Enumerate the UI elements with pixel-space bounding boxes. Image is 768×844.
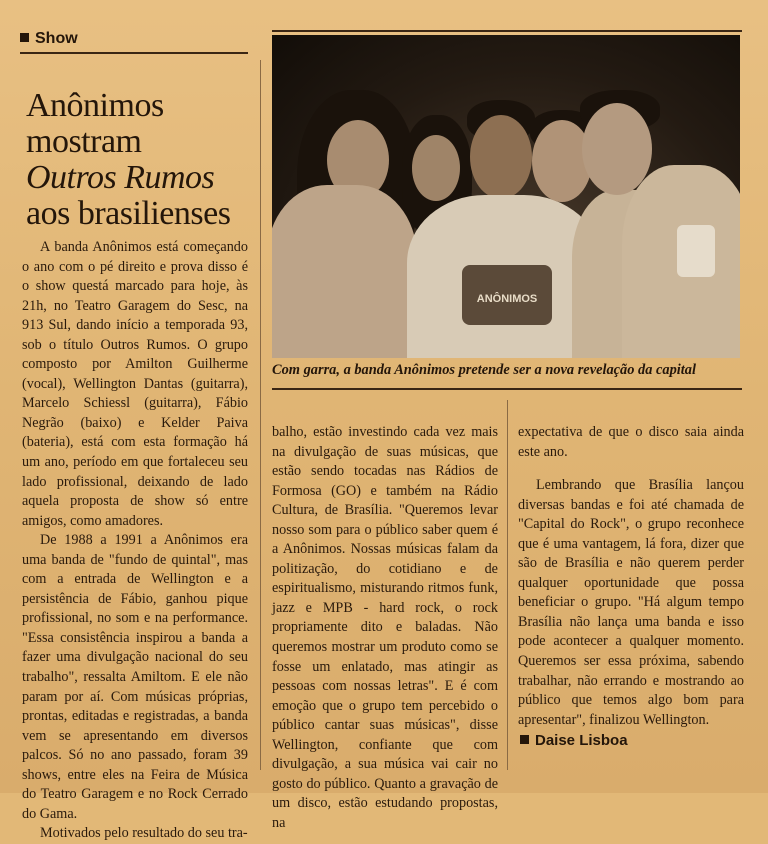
headline-line-1: Anônimos mostram xyxy=(26,87,164,160)
author-name: Daise Lisboa xyxy=(535,732,628,749)
headline-line-2: Outros Rumos xyxy=(26,159,215,196)
photo-caption: Com garra, a banda Anônimos pretende ser a nova revelação da capital xyxy=(272,362,696,378)
cup xyxy=(677,225,715,277)
column1-paragraph-3: Motivados pelo resultado do seu tra- xyxy=(40,825,248,842)
author-byline xyxy=(520,732,628,749)
section-label-text: Show xyxy=(35,30,78,47)
column1-paragraph-1: A banda Anônimos está começando o ano com o pé direito e prova disso é o show questá marcado para hoje, às 21h, no Teatro Garagem do Sesc, na 913 Sul, dando início a temporada 93, sob o título Outros Rumos. O grupo composto por Amilton Guilherme (vocal), Wellington Dantas (guitarra), Marcelo Schiessl (guitarra), Fábio Negrão (baixo) e Kelder Paiva (bateria), está com esta formação há um ano, período em que fortaleceu seu lado profissional, deixando de lado aquela proposta de show só entre amigos, como amadores. xyxy=(22,239,248,529)
column-divider-2 xyxy=(507,400,508,770)
article-column-1 xyxy=(22,238,248,844)
top-rule-left xyxy=(20,52,248,54)
column-divider-1 xyxy=(260,60,261,770)
column3-paragraph-2: Lembrando que Brasília lançou diversas bandas e foi até chamada de "Capital do Rock", o grupo reconhece que é uma vantagem, lá fora, dizer que são de Brasília e não querem perder qualquer oportunidade que possa beneficiar o grupo. "Há algum tempo Brasília não lança uma banda e isso pode acontecer a qualquer momento. Queremos ser essa próxima, sabendo trabalhar, não errando e mostrando ao público que temos algo bom para apresentar", finalizou Wellington. xyxy=(518,477,744,728)
article-column-3 xyxy=(518,423,744,730)
article-column-2 xyxy=(272,423,498,833)
top-rule-right xyxy=(272,30,742,32)
column3-paragraph-1: expectativa de que o disco saia ainda este ano. xyxy=(518,424,744,460)
square-bullet-icon xyxy=(520,735,529,744)
column1-paragraph-2: De 1988 a 1991 a Anônimos era uma banda de "fundo de quintal", mas com a entrada de Wellington e a persistência de Fábio, ganhou pique profissional, no som e na performance. "Essa consistência inspirou a banda a fazer uma divulgação nacional do seu trabalho", ressalta Amiltom. E ele não param por aí. Com músicas próprias, prontas, editadas e registradas, a banda vem se apresentando em diversos palcos. Só no ano passado, foram 39 shows, entre eles na Feira de Música do Teatro Garagem e no Rock Cerrado do Gama. xyxy=(22,532,248,822)
column2-paragraph-1: balho, estão investindo cada vez mais na divulgação de suas músicas, que estão sendo tocadas nas Rádios de Formosa (GO) e também na Rádio Cultura, de Brasília. "Queremos levar nosso som para o público saber quem é a Anônimos. Nossas músicas falam da politização, do cotidiano e de espiritualismo, misturando ritmos funk, jazz e MPB - hard rock, o rock propriamente dito e baladas. Não queremos mostrar um produto como se fosse um enlatado, mas atingir as pessoas com nossas letras". E é com emoção que o grupo tem percebido o público cantar suas músicas", disse Wellington, confiante que com divulgação, a sua música vai cair no gosto do público. Quanto a gravação de um disco, estão estudando propostas, na xyxy=(272,424,498,831)
section-label xyxy=(20,30,78,48)
shirt-text: ANÔNIMOS xyxy=(476,293,538,305)
square-bullet-icon xyxy=(20,33,29,42)
headline xyxy=(26,88,266,232)
caption-rule xyxy=(272,388,742,390)
headline-line-3: aos brasilienses xyxy=(26,195,231,232)
band-photo xyxy=(272,35,740,358)
